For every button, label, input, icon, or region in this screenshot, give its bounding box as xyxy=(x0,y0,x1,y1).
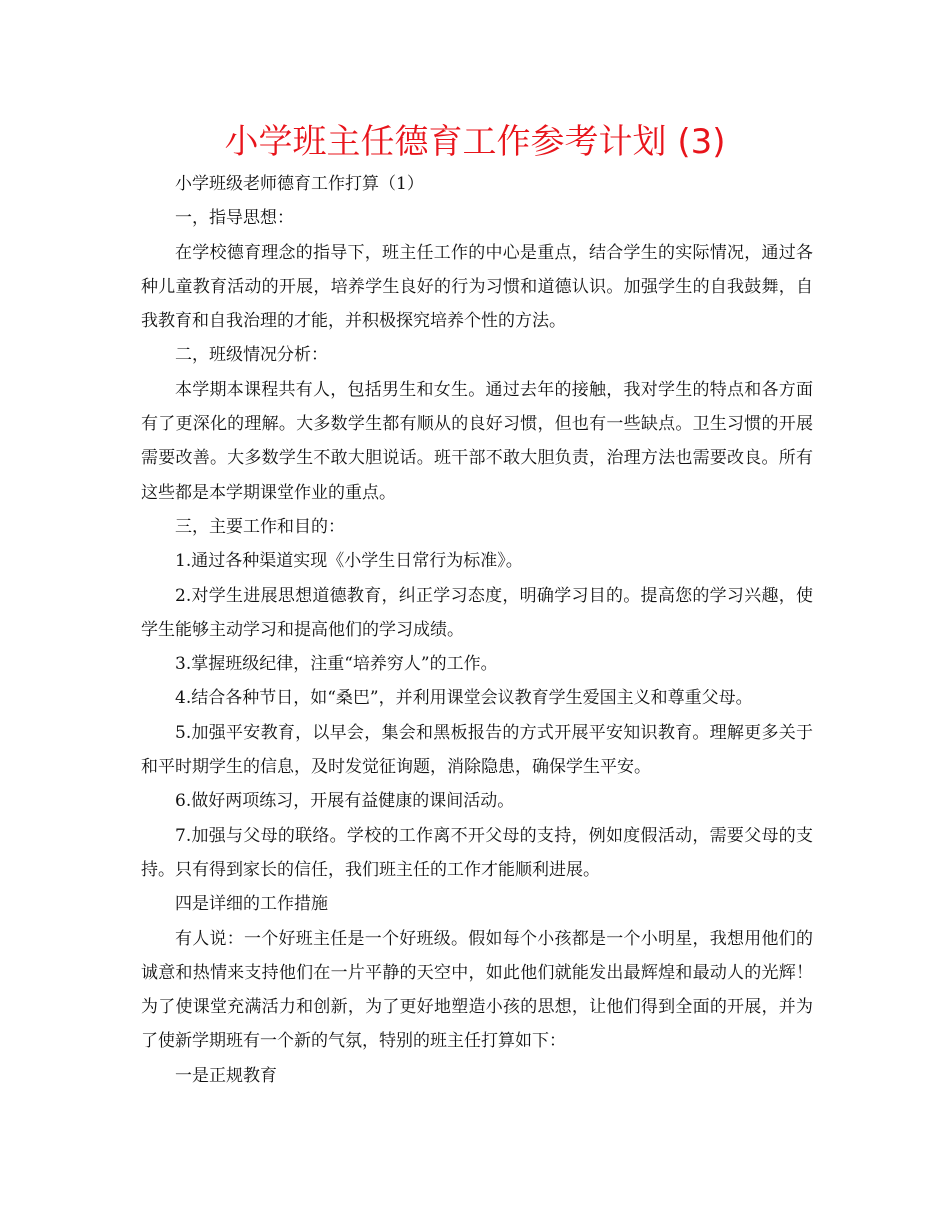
document-body xyxy=(141,167,813,1093)
list-item: 3.掌握班级纪律，注重“培养穷人”的工作。 xyxy=(175,654,498,675)
paragraph-class-analysis: 本学期本课程共有人，包括男生和女生。通过去年的接触，我对学生的特点和各方面有了更深化的理解。大多数学生都有顺从的良好习惯，但也有一些缺点。卫生习惯的开展需要改善。大多数学生不敢大胆说话。班干部不敢大胆负责，治理方法也需要改良。所有这些都是本学期课堂作业的重点。 xyxy=(141,379,813,503)
list-item: 6.做好两项练习，开展有益健康的课间活动。 xyxy=(175,791,515,812)
section-heading-formal-education: 一是正规教育 xyxy=(175,1065,277,1086)
section-heading-measures: 四是详细的工作措施 xyxy=(175,894,328,915)
list-item: 5.加强平安教育，以早会，集会和黑板报告的方式开展平安知识教育。理解更多关于和平时期学生的信息，及时发觉征询题，消除隐患，确保学生平安。 xyxy=(141,722,813,778)
paragraph-guiding-ideology: 在学校德育理念的指导下，班主任工作的中心是重点，结合学生的实际情况，通过各种儿童教育活动的开展，培养学生良好的行为习惯和道德认识。加强学生的自我鼓舞，自我教育和自我治理的才能，并积极探究培养个性的方法。 xyxy=(141,242,813,332)
list-item: 2.对学生进展思想道德教育，纠正学习态度，明确学习目的。提高您的学习兴趣，使学生能够主动学习和提高他们的学习成绩。 xyxy=(141,585,813,640)
section-heading-class-analysis: 二，班级情况分析： xyxy=(175,345,328,366)
section-heading-main-work: 三，主要工作和目的： xyxy=(175,516,345,537)
list-item: 4.结合各种节日，如“桑巴”，并利用课堂会议教育学生爱国主义和尊重父母。 xyxy=(175,688,753,709)
document-title: 小学班主任德育工作参考计划 (3) xyxy=(224,122,726,162)
paragraph-measures: 有人说：一个好班主任是一个好班级。假如每个小孩都是一个小明星，我想用他们的诚意和热情来支持他们在一片平静的天空中，如此他们就能发出最辉煌和最动人的光辉！为了使课堂充满活力和创新，为了更好地塑造小孩的思想，让他们得到全面的开展，并为了使新学期班有一个新的气氛，特别的班主任打算如下： xyxy=(141,928,813,1052)
list-item: 1.通过各种渠道实现《小学生日常行为标准》。 xyxy=(175,551,523,572)
section-heading-guiding-ideology: 一，指导思想： xyxy=(175,208,294,229)
section-heading-plan: 小学班级老师德育工作打算（1） xyxy=(175,174,424,194)
list-item: 7.加强与父母的联络。学校的工作离不开父母的支持，例如度假活动，需要父母的支持。只有得到家长的信任，我们班主任的工作才能顺利进展。 xyxy=(141,825,813,880)
